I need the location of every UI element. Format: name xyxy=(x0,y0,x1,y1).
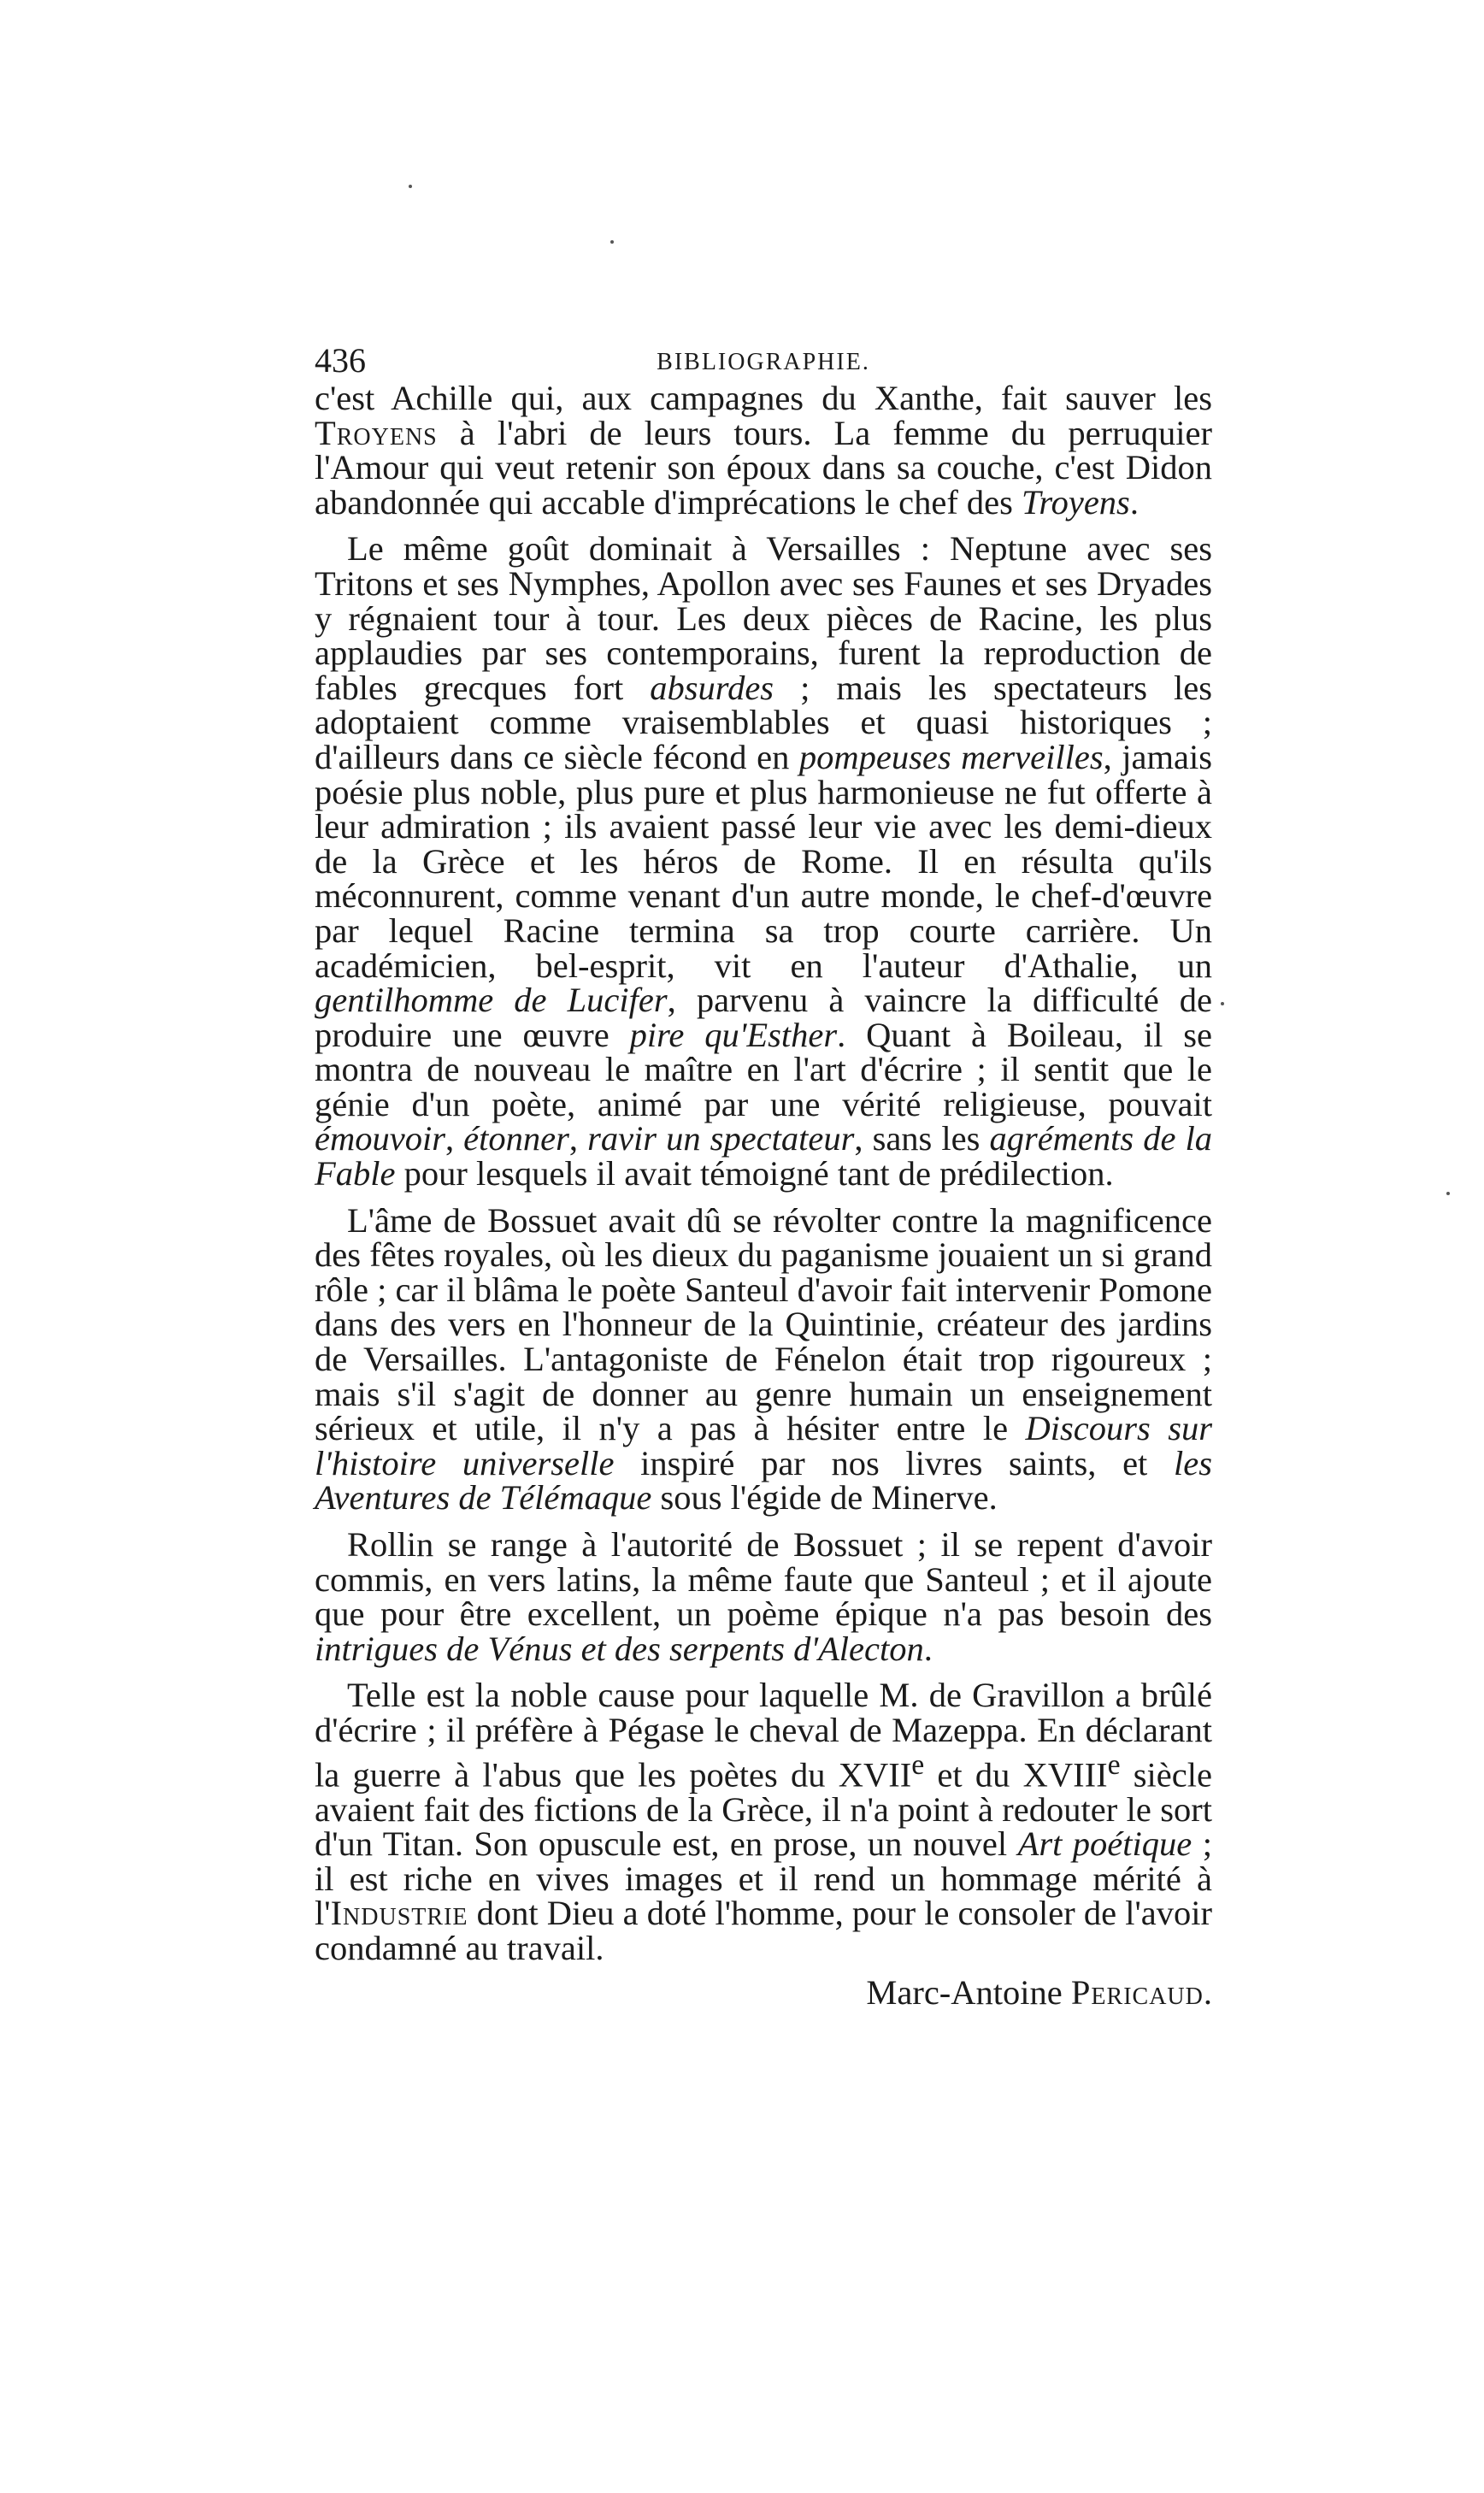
body-text xyxy=(315,381,1212,2011)
signature-first-name: Marc-Antoine xyxy=(866,1972,1071,2012)
text-run: Rollin se range à l'autorité de Bossuet ; il se repent d'avoir commis, en vers latins, la même faute que Santeul ; et il ajoute que pour être excellent, un poème épique n'a pas besoin des xyxy=(315,1525,1212,1634)
text-run: pour lesquels il avait témoigné tant de prédilection. xyxy=(395,1154,1114,1193)
page-header xyxy=(315,340,1212,381)
text-run: inspiré par nos livres saints, et xyxy=(614,1443,1174,1482)
italic-run: pire qu'Esther xyxy=(629,1015,838,1054)
text-run: . xyxy=(1129,482,1139,522)
italic-run: Troyens xyxy=(1022,482,1130,522)
text-run: Telle est la noble cause pour laquelle M. de Gravillon a brûlé d'écrire ; il préfère à Pégase le cheval de Mazeppa. En déclarant la guerre à l'abus que les poètes du XVII xyxy=(315,1676,1212,1795)
italic-run: gentilhomme de Lucifer xyxy=(315,981,668,1020)
italic-run: émouvoir xyxy=(315,1119,445,1158)
text-run: dont Dieu a doté l'homme, pour le consoler de l'avoir condamné au travail. xyxy=(315,1894,1212,1968)
paper-speck xyxy=(610,240,614,244)
paragraph-1 xyxy=(315,381,1212,520)
text-run: . xyxy=(923,1629,933,1668)
text-run: à l'abri de leurs tours. La femme du perruquier l'Amour qui veut retenir son époux dans sa couche, c'est Didon abandonnée qui accable d'imprécations le chef des xyxy=(315,413,1212,522)
paper-speck xyxy=(409,185,412,188)
italic-run: ravir un spectateur xyxy=(587,1119,855,1158)
text-run: et du XVIII xyxy=(924,1755,1108,1795)
signature xyxy=(315,1972,1212,2012)
superscript: e xyxy=(911,1748,925,1781)
italic-run: pompeuses merveilles xyxy=(798,737,1104,776)
page-number: 436 xyxy=(315,341,366,380)
text-run: , xyxy=(445,1119,464,1158)
text-run: Le même goût dominait à Versailles : Neptune avec ses Tritons et ses Nymphes, Apollon avec ses Faunes et ses Dryades y régnaient tour à tour. Les deux pièces de Racine, les plus applaudies par ses contemporains, furent la reproduction de fables grecques fort xyxy=(315,529,1212,707)
text-run: , parvenu à vaincre la difficulté de produire une œuvre xyxy=(315,981,1212,1054)
paper-speck xyxy=(1221,1002,1224,1005)
text-run: . Quant à Boileau, il se montra de nouveau le maître en l'art d'écrire ; il sentit que le génie d'un poète, animé par une vérité religieuse, pouvait xyxy=(315,1015,1212,1123)
italic-run: les Aventures de Télémaque xyxy=(315,1443,1212,1518)
paragraph-3 xyxy=(315,1200,1213,1518)
paragraph-4 xyxy=(315,1525,1212,1668)
text-run: siècle avaient fait des fictions de la Grèce, il n'a point à redouter le sort d'un Titan. Son opuscule est, en prose, un nouvel xyxy=(315,1755,1212,1864)
paragraph-5 xyxy=(315,1678,1212,1966)
paragraph-2 xyxy=(315,529,1213,1193)
italic-run: Art poétique xyxy=(1017,1824,1192,1864)
running-head: BIBLIOGRAPHIE. xyxy=(657,349,870,375)
text-run: ; il est riche en vives images et il rend un hommage mérité à l' xyxy=(315,1824,1212,1933)
text-run: L'âme de Bossuet avait dû se révolter contre la magnificence des fêtes royales, où les dieux du paganisme jouaient un si grand rôle ; car il blâma le poète Santeul d'avoir fait intervenir Pomone dans des vers en l'honneur de la Quintinie, créateur des jardins de Versailles. L'antagoniste de Fénelon était trop rigoureux ; mais s'il s'agit de donner au genre humain un enseignement sérieux et utile, il n'y a pas à hésiter entre le xyxy=(315,1200,1212,1448)
small-caps-run: Industrie xyxy=(330,1894,468,1933)
signature-period: . xyxy=(1203,1972,1212,2012)
paper-speck xyxy=(1446,1192,1450,1195)
text-run: , xyxy=(568,1119,588,1158)
italic-run: Discours sur l'histoire universelle xyxy=(315,1409,1213,1482)
signature-last-name: Pericaud xyxy=(1070,1972,1204,2012)
italic-run: étonner xyxy=(463,1119,569,1158)
italic-run: agréments de la Fable xyxy=(315,1119,1213,1193)
text-run: c'est Achille qui, aux campagnes du Xanthe, fait sauver les xyxy=(315,379,1212,417)
superscript: e xyxy=(1107,1748,1121,1781)
small-caps-run: Troyens xyxy=(315,413,438,452)
text-run: , sans les xyxy=(854,1119,990,1158)
text-run: ; mais les spectateurs les adoptaient comme vraisemblables et quasi historiques ; d'ailleurs dans ce siècle fécond en xyxy=(315,668,1213,776)
text-run: , jamais poésie plus noble, plus pure et plus harmonieuse ne fut offerte à leur admiration ; ils avaient passé leur vie avec les demi-dieux de la Grèce et les héros de Rome. Il en résulta qu'ils méconnurent, comme venant d'un autre monde, le chef-d'œuvre par lequel Racine termina sa trop courte carrière. Un académicien, bel-esprit, vit en l'auteur d'Athalie, un xyxy=(315,737,1212,985)
text-run: sous l'égide de Minerve. xyxy=(651,1478,998,1518)
italic-run: absurdes xyxy=(650,668,774,707)
italic-run: intrigues de Vénus et des serpents d'Alecton xyxy=(315,1629,924,1668)
